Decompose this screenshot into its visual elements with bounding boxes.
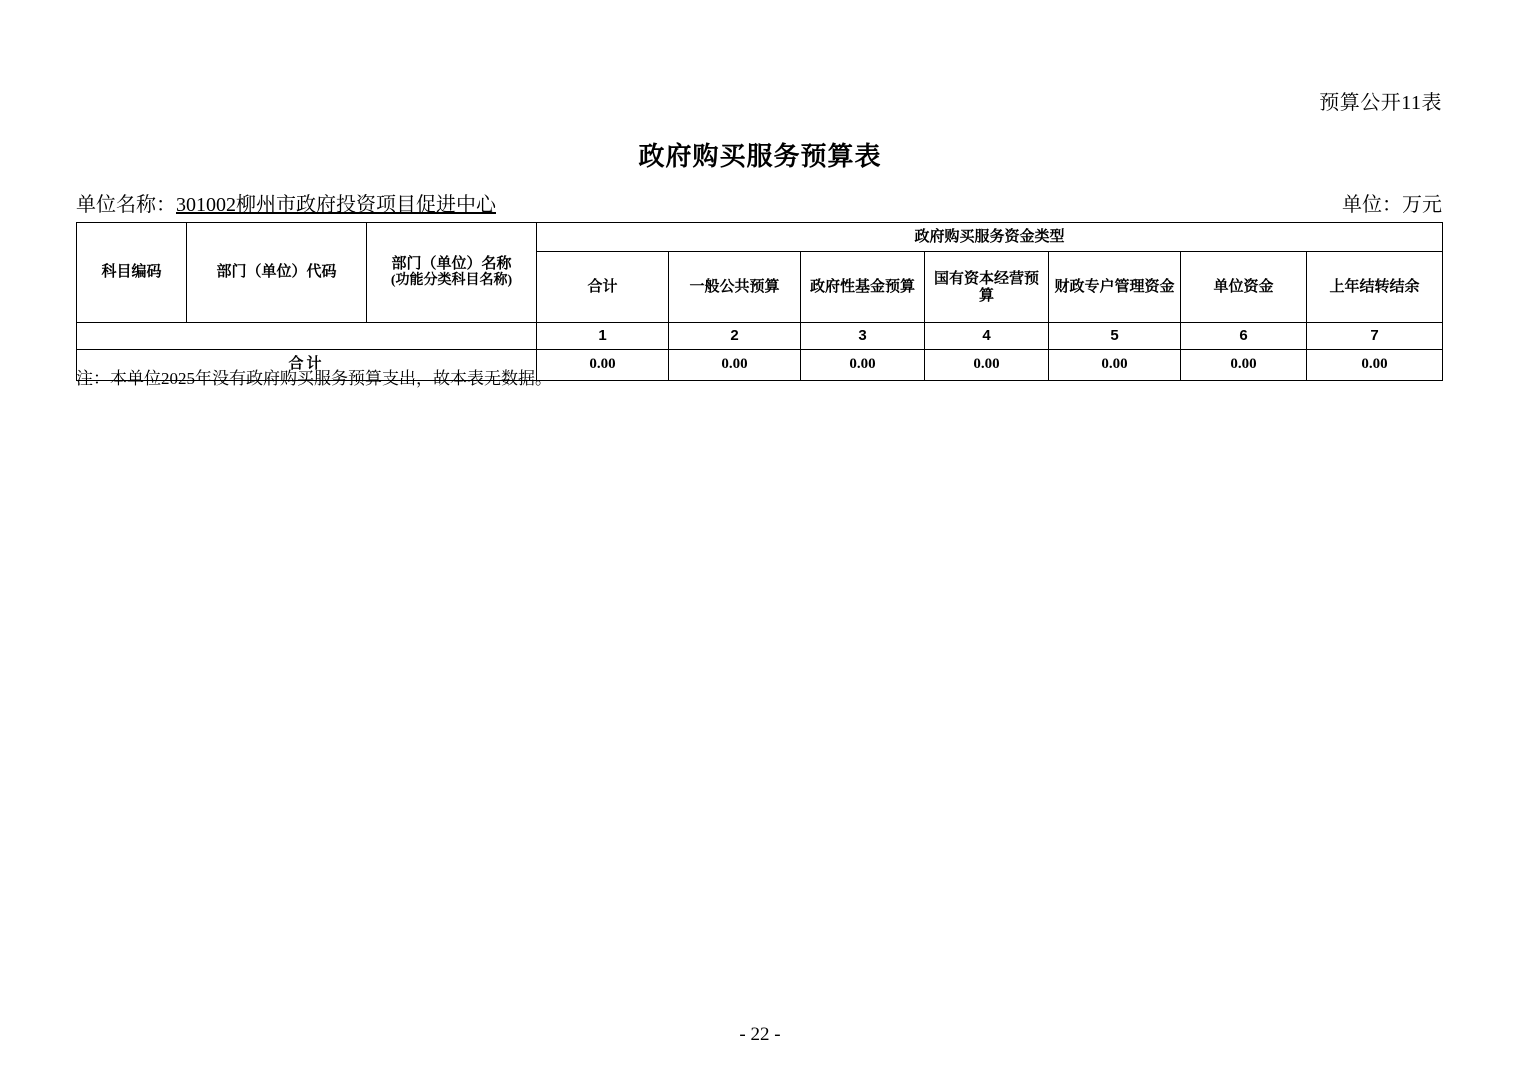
unit-name-value: 301002柳州市政府投资项目促进中心 — [176, 194, 496, 216]
unit-name-label: 单位名称： — [76, 194, 176, 216]
header-col-government-fund-budget: 政府性基金预算 — [801, 252, 925, 323]
page-title: 政府购买服务预算表 — [638, 141, 882, 171]
column-number-7: 7 — [1307, 323, 1443, 350]
header-department-name-line1: 部门（单位）名称 — [391, 255, 512, 272]
header-department-code: 部门（单位）代码 — [187, 223, 367, 323]
header-subject-code: 科目编码 — [77, 223, 187, 323]
column-number-blank — [77, 323, 537, 350]
header-col-general-public-budget: 一般公共预算 — [669, 252, 801, 323]
column-number-2: 2 — [669, 323, 801, 350]
total-value-5: 0.00 — [1049, 350, 1181, 381]
total-value-3: 0.00 — [801, 350, 925, 381]
table-row-column-numbers — [77, 323, 1443, 350]
header-department-name-line2: (功能分类科目名称) — [390, 273, 513, 289]
total-value-2: 0.00 — [669, 350, 801, 381]
unit-name — [76, 188, 496, 217]
table-note: 注：本单位2025年没有政府购买服务预算支出，故本表无数据。 — [76, 369, 552, 388]
header-col-prior-year-carryover: 上年结转结余 — [1307, 252, 1443, 323]
total-value-6: 0.00 — [1181, 350, 1307, 381]
page-number: - 22 - — [739, 1024, 781, 1045]
amount-unit: 单位：万元 — [1342, 194, 1442, 216]
total-value-4: 0.00 — [925, 350, 1049, 381]
meta-row — [76, 188, 1442, 214]
header-col-state-capital-budget: 国有资本经营预算 — [925, 252, 1049, 323]
form-tag: 预算公开11表 — [1319, 92, 1442, 114]
column-number-6: 6 — [1181, 323, 1307, 350]
table-row-group-header — [77, 223, 1443, 252]
total-value-7: 0.00 — [1307, 350, 1443, 381]
column-number-3: 3 — [801, 323, 925, 350]
column-number-5: 5 — [1049, 323, 1181, 350]
header-department-name — [367, 223, 537, 323]
header-col-unit-fund: 单位资金 — [1181, 252, 1307, 323]
column-number-4: 4 — [925, 323, 1049, 350]
header-fund-type-group: 政府购买服务资金类型 — [537, 223, 1443, 252]
header-col-special-account-fund: 财政专户管理资金 — [1049, 252, 1181, 323]
total-row-label: 合计 — [77, 350, 537, 381]
header-col-total: 合计 — [537, 252, 669, 323]
budget-table — [76, 222, 1443, 381]
total-value-1: 0.00 — [537, 350, 669, 381]
column-number-1: 1 — [537, 323, 669, 350]
